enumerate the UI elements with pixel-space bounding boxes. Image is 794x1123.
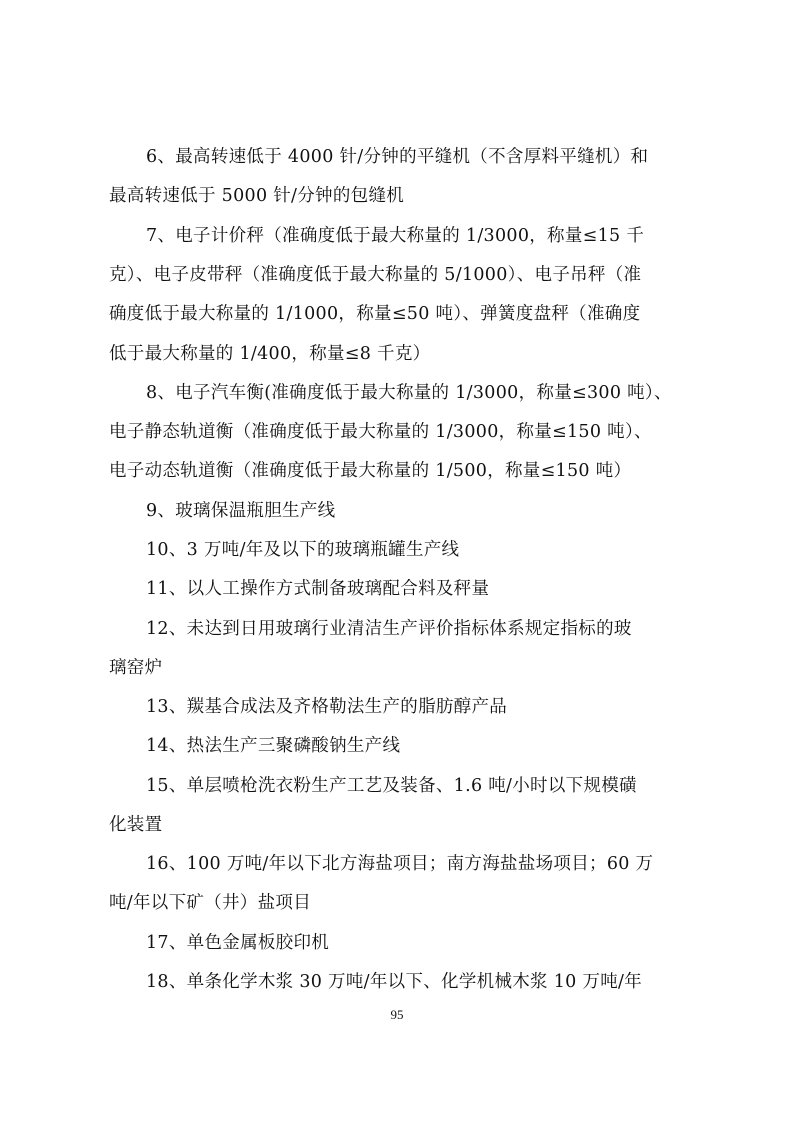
text-line: 7、电子计价秤（准确度低于最大称量的 1/3000，称量≤15 千: [146, 226, 645, 246]
text-line: 低于最大称量的 1/400，称量≤8 千克）: [109, 344, 431, 364]
text-line: 克）、电子皮带秤（准确度低于最大称量的 5/1000）、电子吊秤（准: [109, 265, 642, 285]
text-line: 17、单色金属板胶印机: [146, 933, 330, 953]
text-line: 13、羰基合成法及齐格勒法生产的脂肪醇产品: [146, 697, 508, 717]
text-line: 璃窑炉: [109, 658, 163, 678]
text-line: 确度低于最大称量的 1/1000，称量≤50 吨）、弹簧度盘秤（准确度: [109, 304, 641, 324]
text-line: 8、电子汽车衡(准确度低于最大称量的 1/3000，称量≤300 吨）、: [146, 383, 672, 403]
text-line: 11、以人工操作方式制备玻璃配合料及秤量: [146, 579, 490, 599]
text-line: 吨/年以下矿（井）盐项目: [109, 893, 311, 913]
text-line: 15、单层喷枪洗衣粉生产工艺及装备、1.6 吨/小时以下规模磺: [146, 776, 637, 796]
text-line: 化装置: [109, 815, 163, 835]
text-line: 电子动态轨道衡（准确度低于最大称量的 1/500，称量≤150 吨）: [109, 461, 632, 481]
text-line: 10、3 万吨/年及以下的玻璃瓶罐生产线: [146, 540, 460, 560]
text-line: 18、单条化学木浆 30 万吨/年以下、化学机械木浆 10 万吨/年: [146, 972, 643, 992]
text-line: 电子静态轨道衡（准确度低于最大称量的 1/3000，称量≤150 吨）、: [109, 422, 652, 442]
text-line: 14、热法生产三聚磷酸钠生产线: [146, 736, 401, 756]
text-line: 最高转速低于 5000 针/分钟的包缝机: [109, 186, 405, 206]
text-line: 6、最高转速低于 4000 针/分钟的平缝机（不含厚料平缝机）和: [146, 147, 649, 167]
text-line: 16、100 万吨/年以下北方海盐项目；南方海盐盐场项目；60 万: [146, 854, 654, 874]
text-line: 12、未达到日用玻璃行业清洁生产评价指标体系规定指标的玻: [146, 619, 632, 639]
page-number: 95: [390, 1007, 404, 1022]
text-line: 9、玻璃保温瓶胆生产线: [146, 501, 336, 521]
